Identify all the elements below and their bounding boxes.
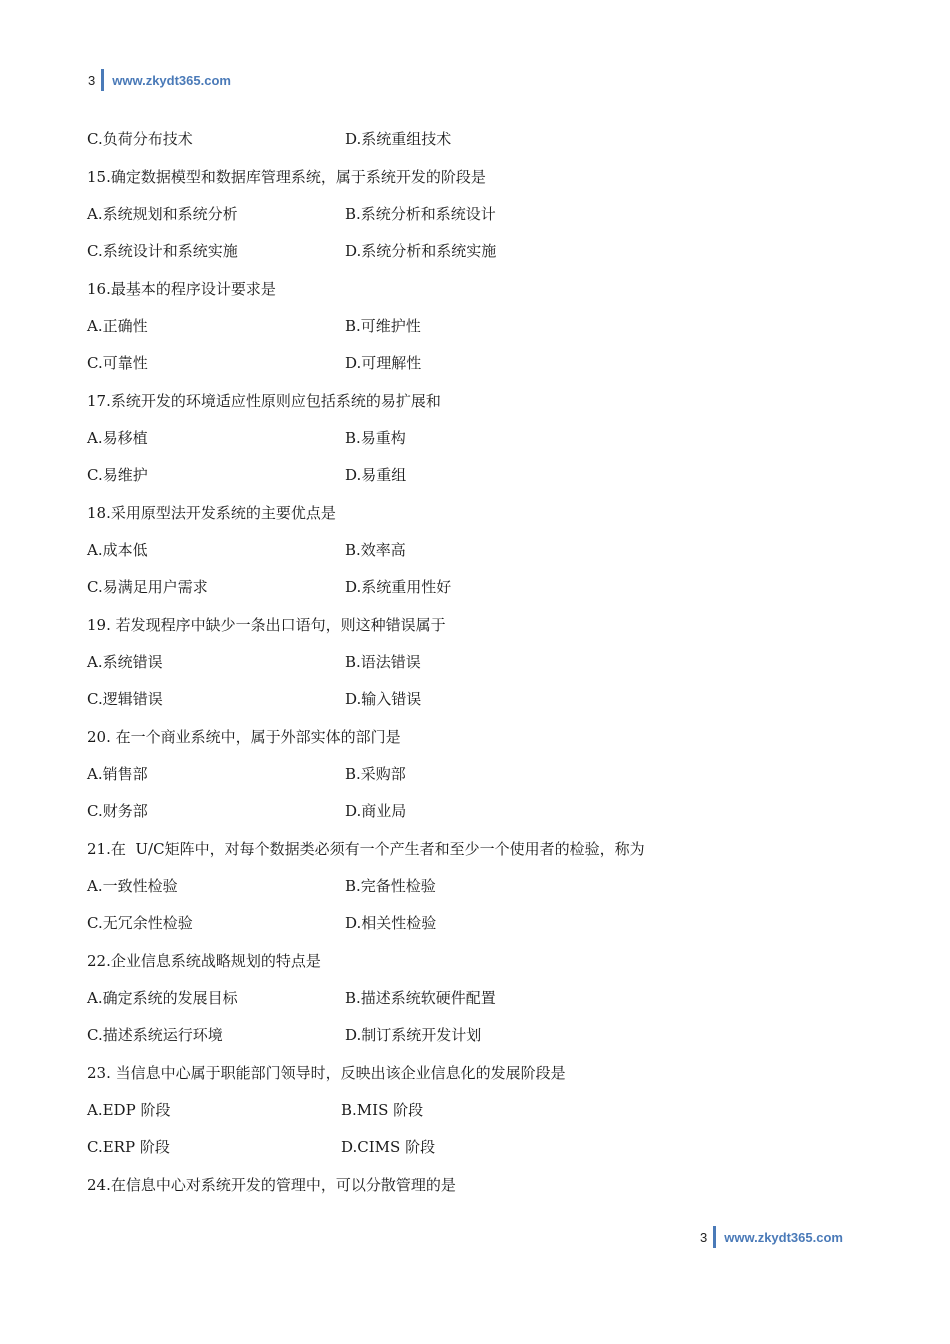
option-right: B.MIS 阶段 [341,1101,424,1120]
option-row [87,456,877,493]
option-left: C.描述系统运行环境 [87,1026,223,1045]
question-list [87,120,877,1203]
page-header [88,68,231,92]
option-row [87,680,877,717]
footer-site-link[interactable]: www.zkydt365.com [724,1229,843,1245]
option-row [87,419,877,456]
option-right: D.CIMS 阶段 [341,1138,436,1157]
option-right: B.易重构 [345,428,406,447]
option-right: D.制订系统开发计划 [345,1026,482,1045]
option-right: D.商业局 [345,802,407,821]
option-row [87,643,877,680]
option-right: D.可理解性 [345,354,422,373]
option-right: D.输入错误 [345,690,422,709]
option-row [87,867,877,904]
option-right: B.语法错误 [345,652,421,671]
option-left: A.EDP 阶段 [87,1101,171,1120]
option-row [87,344,877,381]
option-row [87,792,877,829]
option-row [87,531,877,568]
option-left: C.无冗余性检验 [87,914,193,933]
option-right: B.采购部 [345,765,406,784]
option-right: B.可维护性 [345,316,421,335]
question-stem: 15.确定数据模型和数据库管理系统，属于系统开发的阶段是 [87,167,486,186]
option-right: B.完备性检验 [345,877,436,896]
question-stem: 18.采用原型法开发系统的主要优点是 [87,503,336,522]
question-stem: 17.系统开发的环境适应性原则应包括系统的易扩展和 [87,391,441,410]
option-row [87,568,877,605]
option-left: A.系统错误 [87,652,163,671]
option-row [87,1128,877,1165]
option-right: B.系统分析和系统设计 [345,204,496,223]
question-stem: 20. 在一个商业系统中，属于外部实体的部门是 [87,727,401,746]
option-right: D.易重组 [345,466,407,485]
option-right: D.相关性检验 [345,914,437,933]
option-left: C.逻辑错误 [87,690,163,709]
option-row [87,755,877,792]
question-stem: 16.最基本的程序设计要求是 [87,279,276,298]
option-right: B.描述系统软硬件配置 [345,989,496,1008]
question-stem: 24.在信息中心对系统开发的管理中，可以分散管理的是 [87,1175,456,1194]
question-stem: 19. 若发现程序中缺少一条出口语句，则这种错误属于 [87,615,446,634]
option-left: A.易移植 [87,428,148,447]
option-row [87,232,877,269]
option-right: D.系统重组技术 [345,130,452,149]
option-row [87,120,877,157]
option-left: C.易满足用户需求 [87,578,208,597]
option-row [87,307,877,344]
page-footer [700,1225,843,1249]
option-left: A.销售部 [87,765,148,784]
option-left: C.财务部 [87,802,148,821]
option-row [87,1091,877,1128]
option-left: A.正确性 [87,316,148,335]
question-stem: 23. 当信息中心属于职能部门领导时，反映出该企业信息化的发展阶段是 [87,1063,566,1082]
option-left: C.可靠性 [87,354,148,373]
footer-page-number: 3 [700,1229,708,1245]
question-stem: 22.企业信息系统战略规划的特点是 [87,951,321,970]
option-row [87,195,877,232]
option-left: A.确定系统的发展目标 [87,989,238,1008]
option-row [87,979,877,1016]
option-left: A.系统规划和系统分析 [87,204,238,223]
option-right: D.系统重用性好 [345,578,452,597]
option-left: A.成本低 [87,540,148,559]
option-left: C.易维护 [87,466,148,485]
option-left: C.ERP 阶段 [87,1138,170,1157]
option-left: C.系统设计和系统实施 [87,242,238,261]
header-site-link[interactable]: www.zkydt365.com [112,72,231,88]
header-accent-bar [101,69,104,91]
option-left: A.一致性检验 [87,877,178,896]
question-stem: 21.在 U/C矩阵中，对每个数据类必须有一个产生者和至少一个使用者的检验，称为 [87,839,645,858]
option-right: B.效率高 [345,540,406,559]
option-left: C.负荷分布技术 [87,130,193,149]
footer-accent-bar [713,1226,716,1248]
option-row [87,904,877,941]
option-right: D.系统分析和系统实施 [345,242,497,261]
header-page-number: 3 [88,72,96,88]
option-row [87,1016,877,1053]
